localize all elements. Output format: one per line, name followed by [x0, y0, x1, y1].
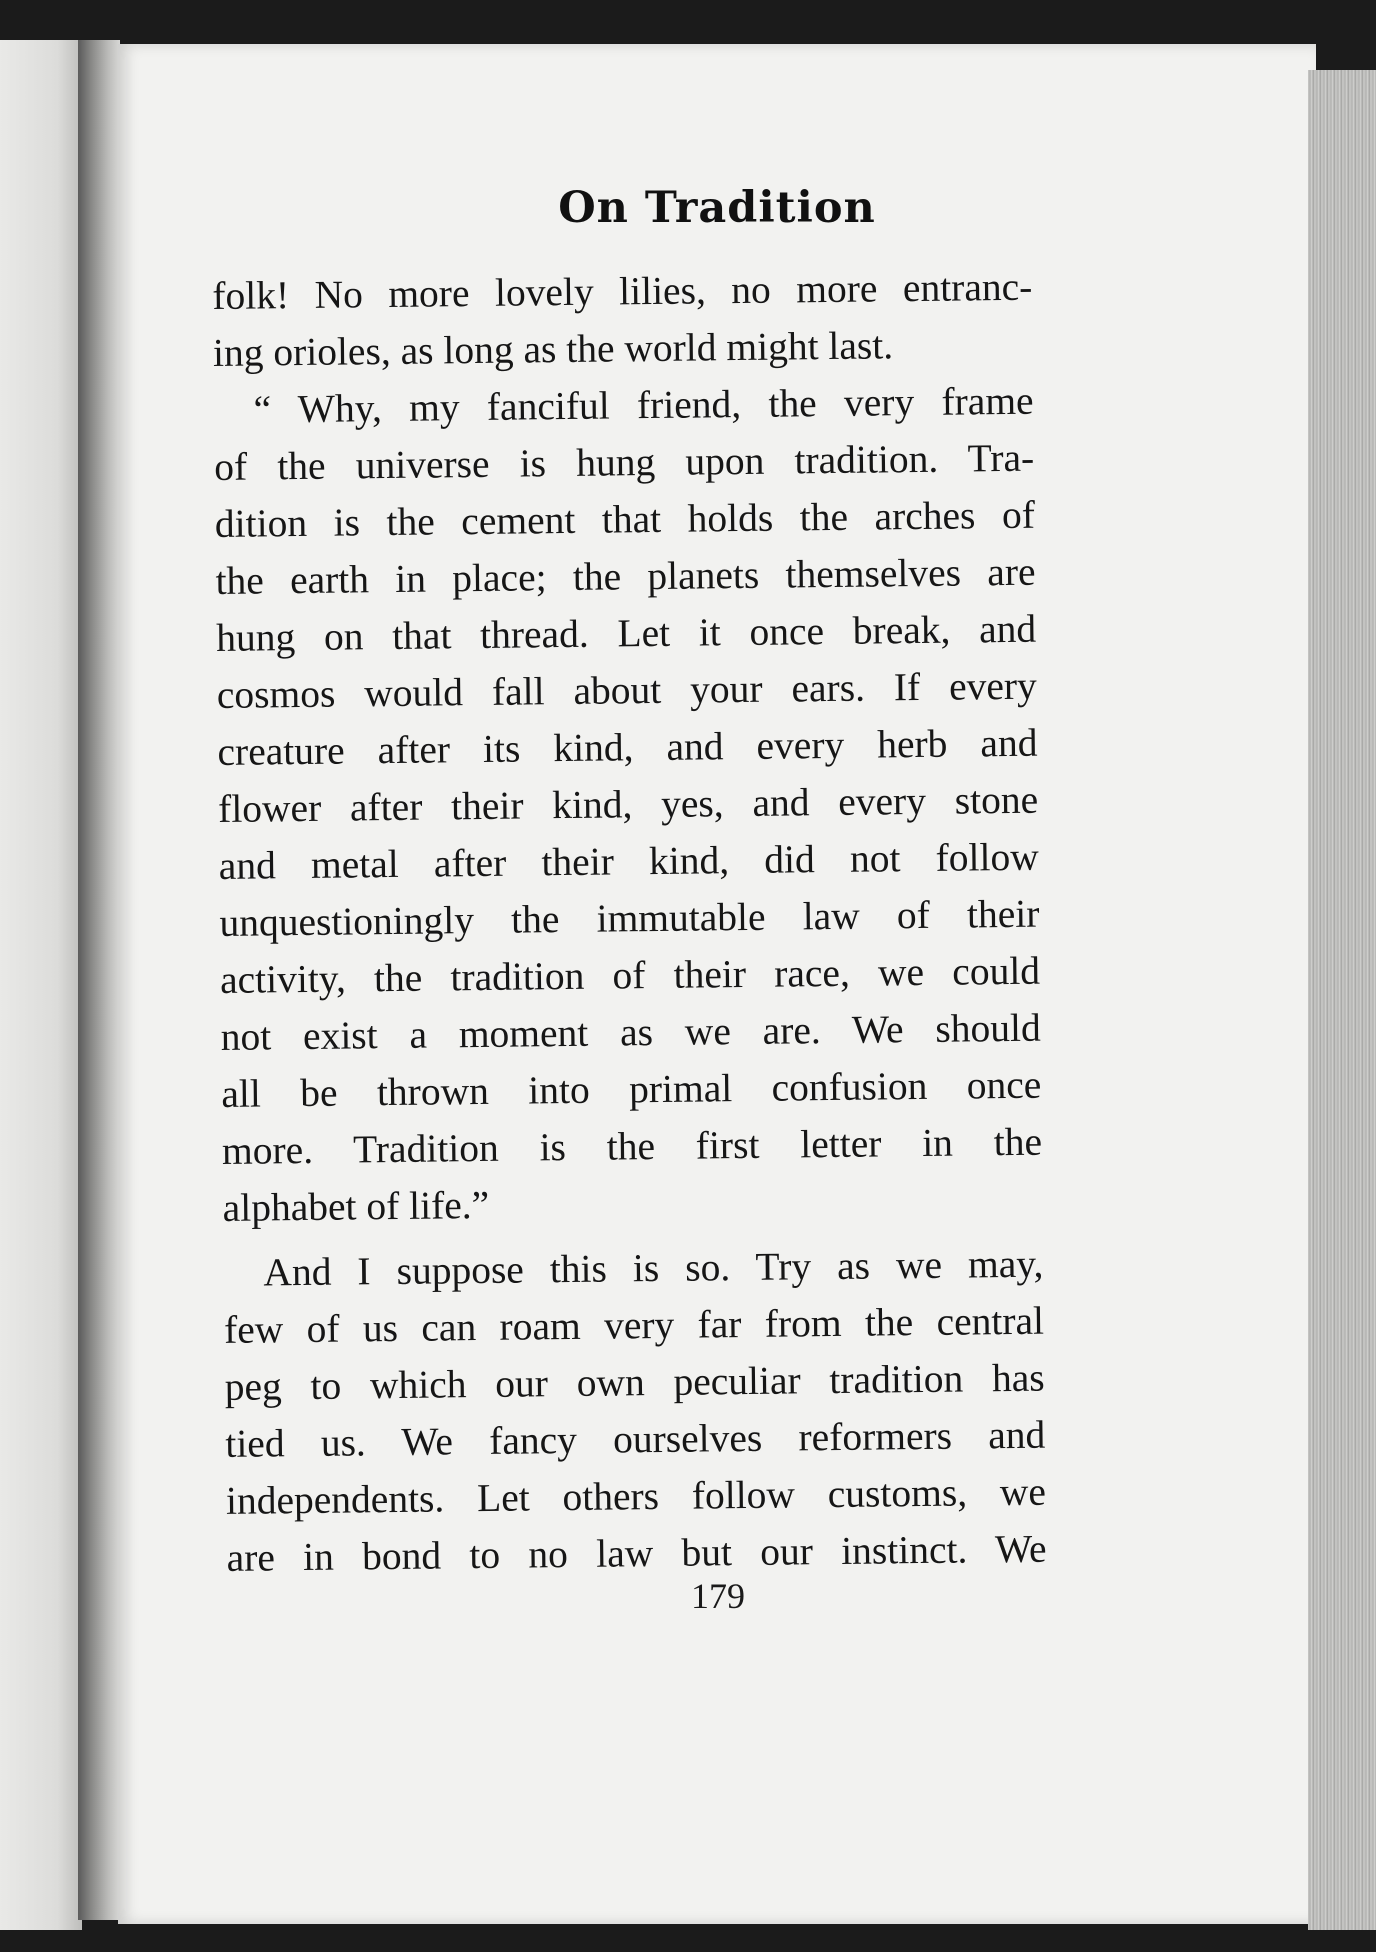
text-line: ing orioles, as long as the world might last. [212, 323, 894, 375]
text-line: peg to which our own peculiar tradition has [224, 1355, 1045, 1409]
text-line: cosmos would fall about your ears. If every [216, 663, 1038, 717]
text-line: the earth in place; the planets themselves are [215, 549, 1036, 603]
body-text [212, 259, 1047, 1587]
text-line: unquestioningly the immutable law of their [219, 891, 1040, 945]
text-line: “ Why, my fanciful friend, the very frame [253, 378, 1034, 432]
page-number: 179 [691, 1576, 745, 1616]
text-line: flower after their kind, yes, and every stone [217, 777, 1039, 831]
book-gutter [78, 40, 120, 1920]
text-line: activity, the tradition of their race, we could [219, 948, 1041, 1002]
text-line: dition is the cement that holds the arches of [214, 492, 1036, 546]
text-line: And I suppose this is so. Try as we may, [263, 1241, 1044, 1295]
text-line: folk! No more lovely lilies, no more entranc- [212, 264, 1033, 318]
running-head: On Tradition [558, 183, 876, 233]
text-line: of the universe is hung upon tradition. Tra- [214, 435, 1035, 489]
text-line: and metal after their kind, did not follow [218, 834, 1039, 888]
text-line: more. Tradition is the first letter in the [221, 1119, 1043, 1173]
page-edges [1308, 70, 1376, 1930]
text-line: independents. Let others follow customs, we [225, 1469, 1047, 1523]
text-line: all be thrown into primal confusion once [221, 1062, 1042, 1116]
text-line: creature after its kind, and every herb and [217, 720, 1038, 774]
previous-page-edge [0, 40, 82, 1930]
text-line: tied us. We fancy ourselves reformers and [225, 1412, 1046, 1466]
text-line: hung on that thread. Let it once break, and [215, 606, 1037, 660]
text-line: alphabet of life.” [222, 1182, 490, 1230]
text-line: are in bond to no law but our instinct. We [226, 1526, 1047, 1580]
text-line: few of us can roam very far from the central [223, 1298, 1045, 1352]
text-line: not exist a moment as we are. We should [220, 1005, 1041, 1059]
